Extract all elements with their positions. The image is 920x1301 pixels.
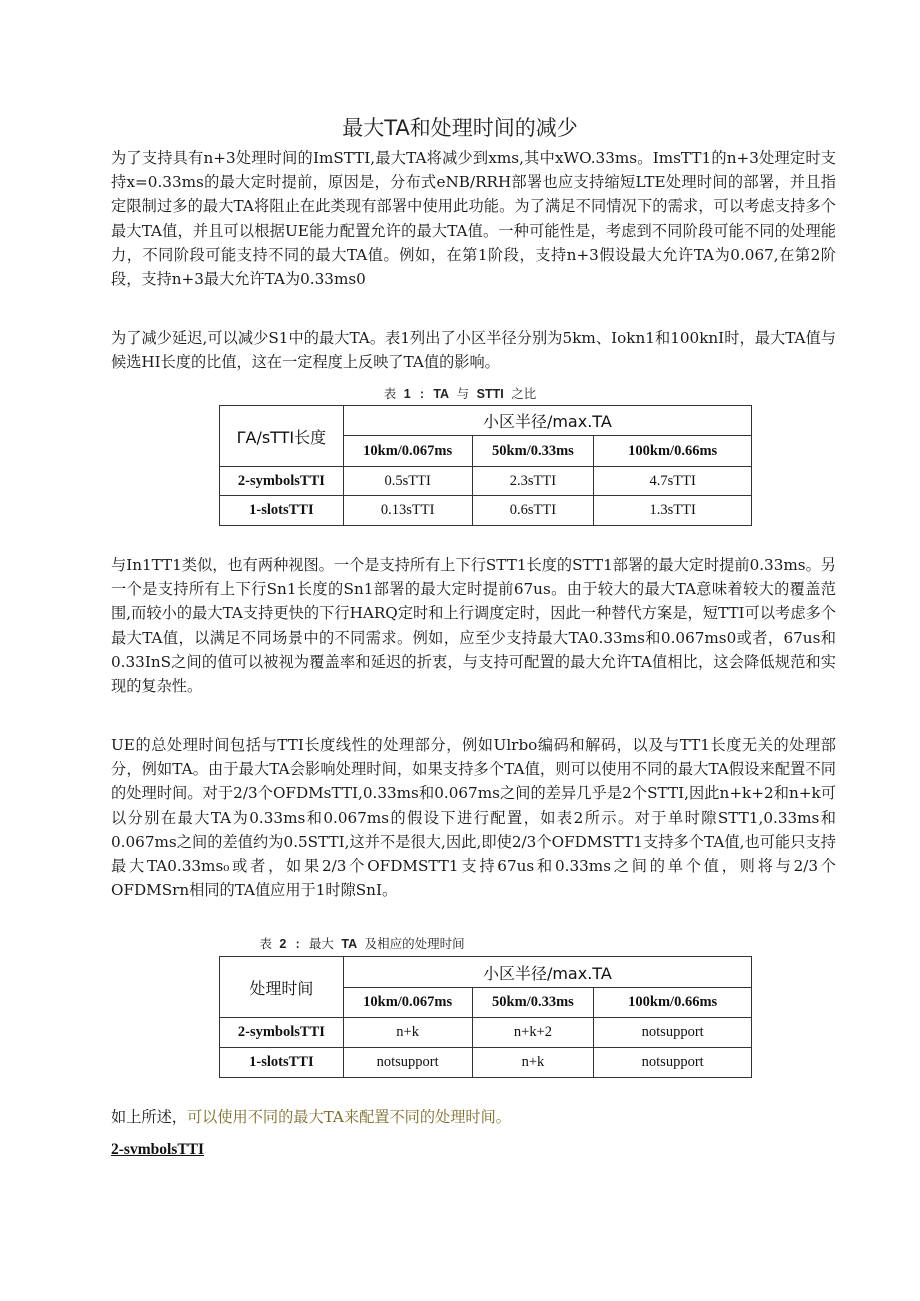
table1-col-header: 10km/0.067ms: [343, 436, 472, 467]
table2-col-header: 100km/0.66ms: [594, 988, 752, 1018]
table1: [219, 405, 752, 526]
table1-row-label: 1-slotsTTI: [220, 496, 344, 526]
table2-cell: n+k: [343, 1018, 472, 1048]
table2-cell: notsupport: [594, 1018, 752, 1048]
table-row: [220, 496, 752, 526]
paragraph-intro: 为了支持具有n+3处理时间的ImSTTI,最大TA将减少到xms,其中xWO.33ms。ImsTT1的n+3处理定时支持x=0.33ms的最大定时提前，原因是，分布式eNB/RRH部署也应支持缩短LTE处理时间的部署，并且指定限制过多的最大TA将阻止在此类现有部署中使用此功能。为了满足不同情况下的需求，可以考虑支持多个最大TA值，并且可以根据UE能力配置允许的最大TA值。一种可能性是，考虑到不同阶段可能不同的处理能力，不同阶段可能支持不同的最大TA值。例如，在第1阶段，支持n+3假设最大允许TA为0.067,在第2阶段，支持n+3最大允许TA为0.33ms0: [111, 149, 836, 289]
table1-cell: 0.5sTTI: [343, 467, 472, 496]
table1-cell: 0.13sTTI: [343, 496, 472, 526]
paragraph-processing: UE的总处理时间包括与TTI长度线性的处理部分，例如Ulrbo编码和解码，以及与TT1长度无关的处理部分，例如TA。由于最大TA会影响处理时间，如果支持多个TA值，则可以使用不同的最大TA假设来配置不同的处理时间。对于2/3个OFDMsTTI,0.33ms和0.067ms之间的差异几乎是2个STTI,因此n+k+2和n+k可以分别在最大TA为0.33ms和0.067ms的假设下进行配置，如表2所示。对于单时隙STT1,0.33ms和0.067ms之间的差值约为0.5STTI,这并不是很大,因此,即使2/3个OFDMSTT1支持多个TA值,也可能只支持最大TA0.33ms₀或者，如果2/3个OFDMSTT1支持67us和0.33ms之间的单个值，则将与2/3个OFDMSrn相同的TA值应用于1时隙SnI。: [111, 736, 836, 900]
table1-cell: 0.6sTTI: [472, 496, 594, 526]
table-row: [220, 467, 752, 496]
table2-cell: notsupport: [343, 1048, 472, 1078]
table1-cell: 4.7sTTI: [594, 467, 752, 496]
table2-cell: n+k: [472, 1048, 594, 1078]
table2-col-header: 50km/0.33ms: [472, 988, 594, 1018]
table-row: [220, 1048, 752, 1078]
table2-cell: notsupport: [594, 1048, 752, 1078]
table2: [219, 956, 752, 1078]
section-heading: 2-svmbolsTTI: [111, 1141, 205, 1158]
table2-row-header: 处理时间: [220, 957, 344, 1018]
table1-cell: 2.3sTTI: [472, 467, 594, 496]
table1-caption: 表 1 : TA 与 STTI 之比: [383, 386, 537, 401]
table1-row-header: ΓA/sTTI长度: [220, 406, 344, 467]
table2-row-label: 2-symbolsTTI: [220, 1018, 344, 1048]
table-row: [220, 1018, 752, 1048]
table2-row-label: 1-slotsTTI: [220, 1048, 344, 1078]
table1-col-header: 100km/0.66ms: [594, 436, 752, 467]
table2-caption: 表 2 : 最大 TA 及相应的处理时间: [259, 936, 465, 951]
table1-col-header: 50km/0.33ms: [472, 436, 594, 467]
paragraph-latency: 为了减少延迟,可以减少S1中的最大TA。表1列出了小区半径分别为5km、Iokn1和100knI时，最大TA值与候选HI长度的比值，这在一定程度上反映了TA值的影响。: [111, 329, 836, 372]
paragraph-views: 与In1TT1类似，也有两种视图。一个是支持所有上下行STT1长度的STT1部署的最大定时提前0.33ms。另一个是支持所有上下行Sn1长度的Sn1部署的最大定时提前67us。由于较大的最大TA意味着较大的覆盖范围,而较小的最大TA支持更快的下行HARQ定时和上行调度定时，因此一种替代方案是，短TTI可以考虑多个最大TA值，以满足不同场景中的不同需求。例如，应至少支持最大TA0.33ms和0.067ms0或者，67us和0.33InS之间的值可以被视为覆盖率和延迟的折衷，与支持可配置的最大允许TA值相比，这会降低规范和实现的复杂性。: [111, 556, 836, 696]
page-title: 最大TA和处理时间的减少: [342, 116, 578, 140]
table1-row-label: 2-symbolsTTI: [220, 467, 344, 496]
table2-col-header: 10km/0.067ms: [343, 988, 472, 1018]
conclusion-lead: 如上所述，: [111, 1108, 187, 1126]
table2-cell: n+k+2: [472, 1018, 594, 1048]
table1-group-header: 小区半径/max.TA: [343, 406, 751, 436]
paragraph-conclusion: [111, 1105, 836, 1129]
conclusion-highlight: 可以使用不同的最大TA来配置不同的处理时间。: [186, 1108, 511, 1126]
table1-cell: 1.3sTTI: [594, 496, 752, 526]
table2-group-header: 小区半径/max.TA: [343, 957, 751, 988]
